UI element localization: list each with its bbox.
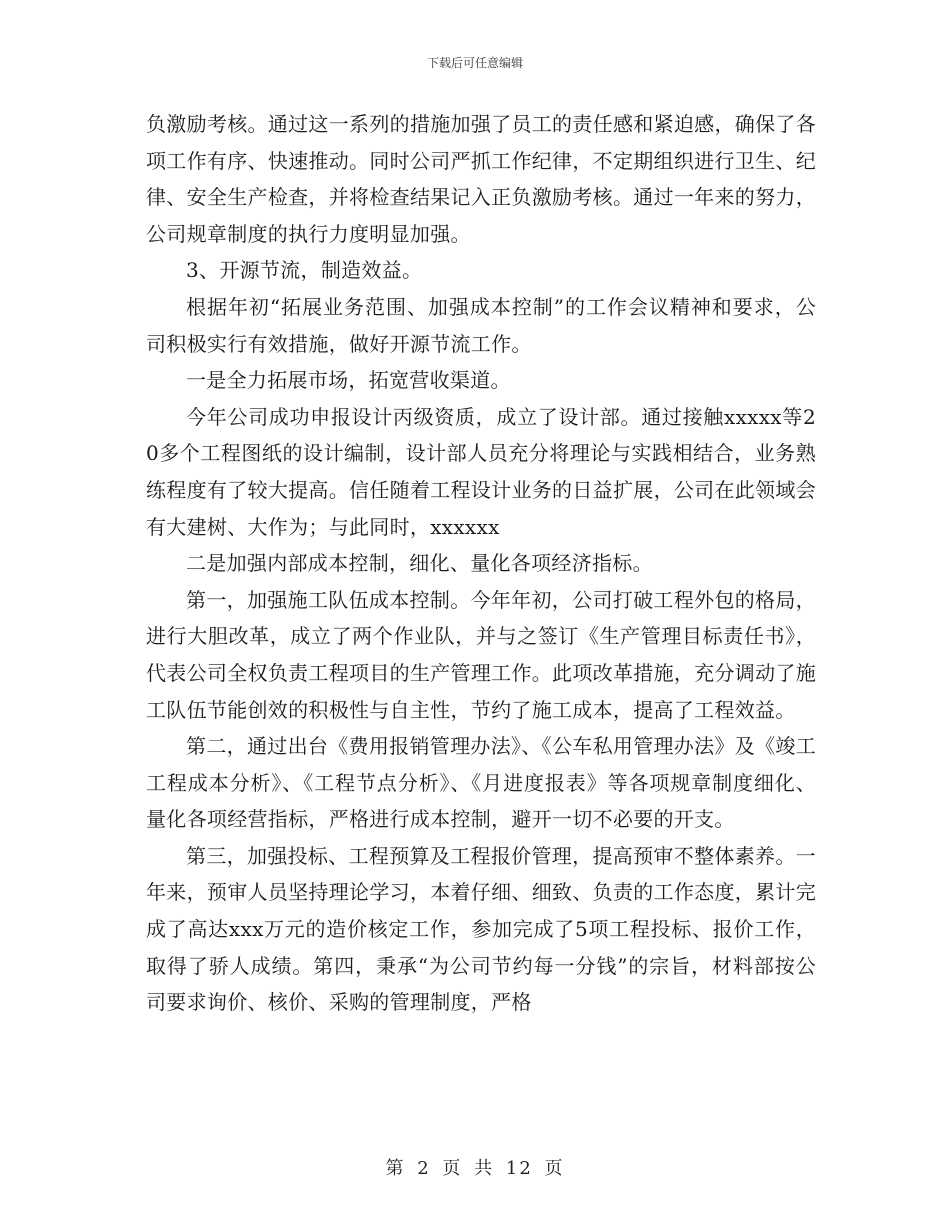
paragraph-1: 负激励考核。通过这一系列的措施加强了员工的责任感和紧迫感，确保了各项工作有序、快速推动。同时公司严抓工作纪律，不定期组织进行卫生、纪律、安全生产检查，并将检查结果记入正负激励考核。通过一年来的努力，公司规章制度的执行力度明显加强。 xyxy=(146,112,816,246)
footer-suffix: 页 xyxy=(544,1158,565,1179)
paragraph-2: 3、开源节流，制造效益。 xyxy=(186,258,423,283)
paragraph-7: 第一，加强施工队伍成本控制。今年年初，公司打破工程外包的格局，进行大胆改革，成立了两个作业队，并与之签订《生产管理目标责任书》，代表公司全权负责工程项目的生产管理工作。此项改革措施，充分调动了施工队伍节能创效的积极性与自主性，节约了施工成本，提高了工程效益。 xyxy=(146,587,816,722)
footer-page-word: 页 xyxy=(442,1158,463,1179)
paragraph-5: 今年公司成功申报设计丙级资质，成立了设计部。通过接触xxxxx等20多个工程图纸的设计编制，设计部人员充分将理论与实践相结合，业务熟练程度有了较大提高。信任随着工程设计业务的日益扩展，公司在此领域会有大建树、大作为；与此同时，xxxxxx xyxy=(146,404,816,539)
page-footer xyxy=(0,1154,950,1180)
paragraph-9: 第三，加强投标、工程预算及工程报价管理，提高预审不整体素养。一年来，预审人员坚持理论学习，本着仔细、细致、负责的工作态度，累计完成了高达xxx万元的造价核定工作，参加完成了5项工程投标、报价工作，取得了骄人成绩。第四，秉承“为公司节约每一分钱”的宗旨，材料部按公司要求询价、核价、采购的管理制度，严格 xyxy=(146,843,816,1015)
page-header-note: 下载后可任意编辑 xyxy=(426,56,523,70)
footer-prefix: 第 xyxy=(385,1158,406,1179)
footer-total-word: 共 xyxy=(474,1158,495,1179)
paragraph-8: 第二，通过出台《费用报销管理办法》、《公车私用管理办法》及《竣工工程成本分析》、《工程节点分析》、《月进度报表》等各项规章制度细化、量化各项经营指标，严格进行成本控制，避开一切不必要的开支。 xyxy=(146,734,816,832)
paragraph-3: 根据年初“拓展业务范围、加强成本控制”的工作会议精神和要求，公司积极实行有效措施，做好开源节流工作。 xyxy=(146,294,816,356)
footer-total-pages: 12 xyxy=(505,1158,533,1179)
footer-current-page: 2 xyxy=(417,1158,431,1179)
paragraph-6: 二是加强内部成本控制，细化、量化各项经济指标。 xyxy=(186,551,653,576)
paragraph-4: 一是全力拓展市场，拓宽营收渠道。 xyxy=(186,368,511,393)
document-body xyxy=(146,106,816,1021)
